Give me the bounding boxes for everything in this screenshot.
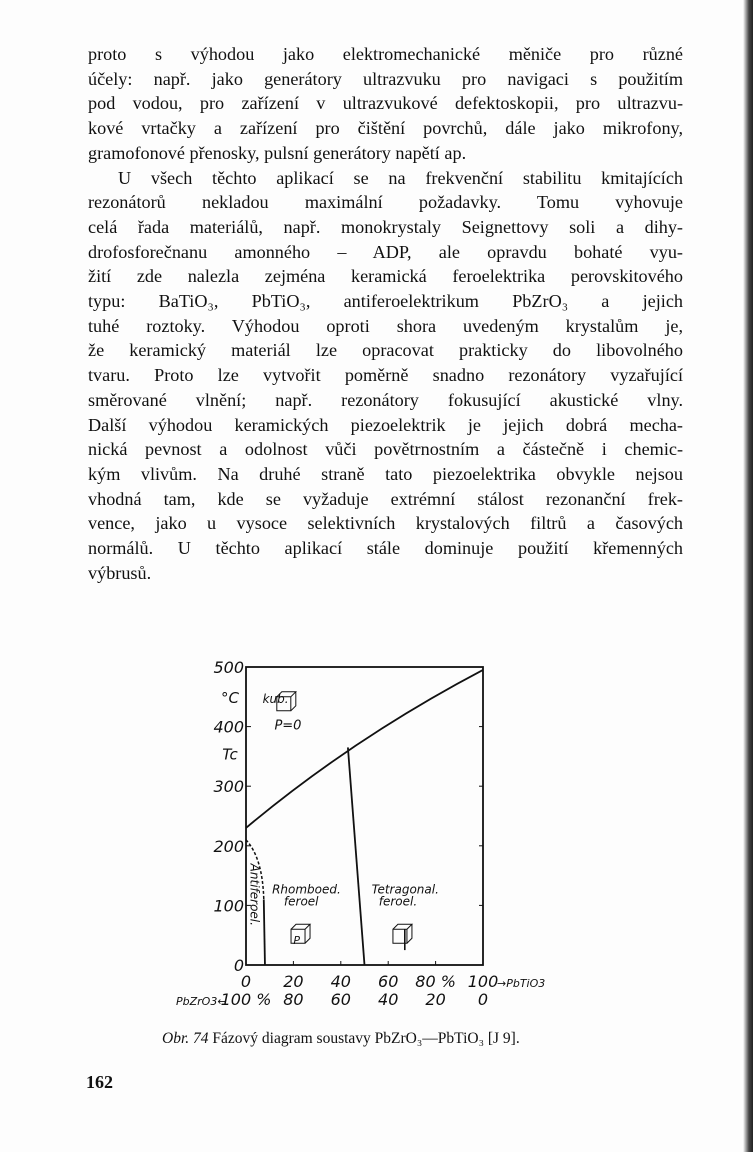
tetragonal-label-2: feroel. (378, 894, 418, 909)
tetragonal-label: Tetragonal. (371, 882, 439, 897)
cubic-label: kub. (262, 691, 289, 706)
x-tick-top: 0 (240, 972, 252, 991)
text-line: tuhé roztoky. Výhodou oproti shora uvedeným krystalům je, (88, 315, 683, 336)
figure-caption (162, 1030, 520, 1048)
y-tick-label: 200 (213, 836, 244, 856)
morphotropic-boundary (348, 747, 365, 965)
text-line: vence, jako u vysoce selektivních krystalových filtrů a časových (88, 513, 683, 534)
tetragonal-cell-icon (393, 924, 412, 943)
page-number: 162 (86, 1072, 113, 1092)
x-tick-top: 60 (378, 972, 399, 991)
text-line: vhodná tam, kde se vyžaduje extrémní stálost rezonanční frek- (88, 488, 683, 509)
y-tick-label: 300 (213, 777, 244, 797)
text-line: tvaru. Proto lze vytvořit poměrně snadno rezonátory vyzařující (88, 365, 683, 386)
text-line: kým vlivům. Na druhé straně tato piezoelektrika obvykle nejsou (88, 463, 683, 484)
x-tick-bottom: 20 (425, 990, 446, 1009)
scan-edge (743, 0, 753, 1152)
text-line: Další výhodou keramických piezoelektrik je jejich dobrá mecha- (88, 414, 683, 435)
y-tick-label: 500 (213, 658, 244, 677)
text-line: normálů. U těchto aplikací stále dominuje použití křemenných (88, 538, 683, 558)
x-tick-bottom: 0 (477, 990, 489, 1009)
text-line: žití zde nalezla zejména keramická feroelektrika perovskitového (88, 266, 683, 287)
y-unit: °C (221, 688, 239, 707)
antiferro-label: Antiferoel. (247, 863, 262, 926)
y-tick-label: 400 (213, 717, 244, 737)
text-line: nická pevnost a odolnost vůči povětrnostním a částečně i chemic- (88, 439, 683, 460)
x-tick-top: 80 % (415, 972, 456, 991)
text-line: celá řada materiálů, např. monokrystaly Seignettovy soli a dihy- (88, 216, 683, 237)
rhombo-label: Rhomboed. (272, 882, 341, 897)
caption-prefix: Obr. 74 (162, 1030, 209, 1047)
y-tick-label: 0 (233, 956, 244, 975)
caption-text: Fázový diagram soustavy PbZrO₃—PbTiO₃ [J 9]. (212, 1030, 520, 1047)
x-tick-top: 20 (283, 972, 304, 991)
x-bottom-start: PbZrO3← (176, 995, 227, 1008)
text-line: že keramický materiál lze opracovat prakticky do libovolného (88, 340, 683, 361)
antiferro-boundary (264, 899, 265, 965)
text-line: výbrusů. (88, 562, 152, 583)
plot-frame (246, 667, 483, 965)
text-line: pod vodou, pro zařízení v ultrazvukové defektoskopii, pro ultrazvu- (88, 93, 683, 114)
y-tick-label: 100 (213, 896, 244, 916)
text-line: kové vrtačky a zařízení pro čištění povrchů, dále jako mikrofony, (88, 118, 683, 139)
x-tick-bottom: 80 (283, 990, 304, 1009)
rhombo-label-2: feroel (283, 894, 319, 909)
text-line: U všech těchto aplikací se na frekvenční stabilitu kmitajících (118, 167, 683, 188)
text-line: drofosforečnanu amonného – ADP, ale opravdu bohaté vyu- (88, 241, 683, 262)
x-tick-bottom: 60 (330, 990, 351, 1009)
x-tick-bottom: 40 (378, 990, 399, 1009)
text-line: směrované vlnění; např. rezonátory fokusující akustické vlny. (88, 389, 683, 410)
y-axis-label: Tc (222, 745, 238, 764)
text-line: rezonátorů nekladou maximální požadavky. Tomu vyhovuje (88, 192, 683, 213)
polarization-label: P (293, 934, 301, 948)
x-top-end: →PbTiO3 (497, 977, 546, 990)
x-tick-bottom: 100 % (220, 990, 272, 1009)
x-tick-top: 100 (467, 972, 499, 991)
text-line: účely: např. jako generátory ultrazvuku pro navigaci s použitím (88, 68, 683, 89)
p-zero-label: P=0 (274, 718, 302, 734)
x-tick-top: 40 (330, 972, 351, 991)
text-line: proto s výhodou jako elektromechanické měniče pro různé (88, 44, 683, 64)
text-line: gramofonové přenosky, pulsní generátory napětí ap. (88, 142, 467, 163)
phase-diagram (150, 650, 590, 1030)
text-line: typu: BaTiO₃, PbTiO₃, antiferoelektrikum PbZrO₃ a jejich (88, 291, 683, 311)
